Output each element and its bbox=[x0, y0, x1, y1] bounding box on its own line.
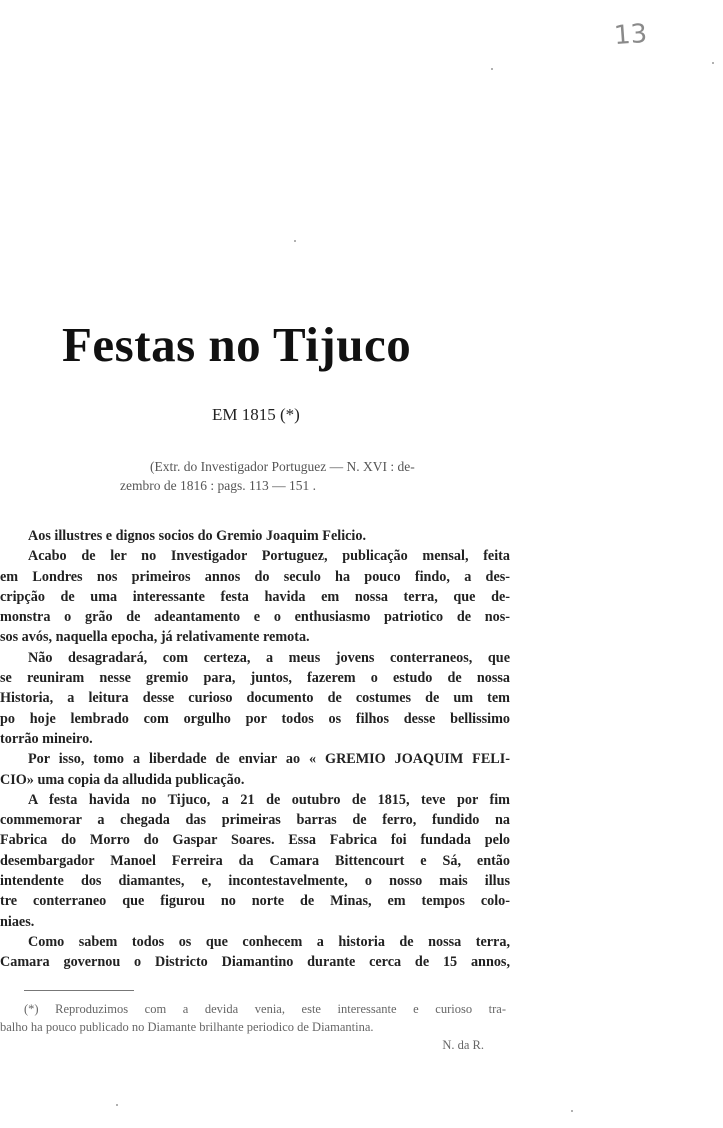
scan-speck bbox=[116, 1104, 118, 1106]
body-line: A festa havida no Tijuco, a 21 de outubro de 1815, teve por fim bbox=[28, 791, 510, 808]
body-line: Não desagradará, com certeza, a meus jovens conterraneos, que bbox=[28, 649, 510, 666]
body-line: Acabo de ler no Investigador Portuguez, publicação mensal, feita bbox=[28, 548, 510, 565]
paragraph-5 bbox=[0, 932, 510, 973]
body-line: intendente dos diamantes, e, incontestavelmente, o nosso mais illus bbox=[0, 873, 510, 890]
body-line: torrão mineiro. bbox=[0, 730, 93, 747]
body-line: monstra o grão de adeantamento e o enthusiasmo patriotico de nos- bbox=[0, 609, 510, 626]
body-line: Por isso, tomo a liberdade de enviar ao « GREMIO JOAQUIM FELI- bbox=[28, 751, 510, 768]
body-line: Como sabem todos os que conhecem a historia de nossa terra, bbox=[28, 933, 510, 950]
body-line: se reuniram nesse gremio para, juntos, fazerem o estudo de nossa bbox=[0, 670, 510, 687]
article-title: Festas no Tijuco bbox=[62, 317, 412, 372]
scan-speck bbox=[294, 240, 296, 242]
body-line: Fabrica do Morro do Gaspar Soares. Essa Fabrica foi fundada pelo bbox=[0, 832, 510, 849]
body-line: cripção de uma interessante festa havida em nossa terra, que de- bbox=[0, 588, 510, 605]
article-subtitle: EM 1815 (*) bbox=[212, 405, 300, 424]
scan-speck bbox=[571, 1110, 573, 1112]
paragraph-4 bbox=[0, 790, 510, 932]
body-line: tre conterraneo que figurou no norte de Minas, em tempos colo- bbox=[0, 893, 510, 910]
footnote-line: balho ha pouco publicado no Diamante brilhante periodico de Diamantina. bbox=[0, 1020, 374, 1034]
body-line: commemorar a chegada das primeiras barras de ferro, fundido na bbox=[0, 812, 510, 829]
body-line: po hoje lembrado com orgulho por todos os filhos desse bellissimo bbox=[0, 710, 510, 727]
page-number: 13 bbox=[612, 18, 649, 52]
body-line: em Londres nos primeiros annos do seculo ha pouco findo, a des- bbox=[0, 568, 510, 585]
footnote-line: (*) Reproduzimos com a devida venia, este interessante e curioso tra- bbox=[24, 1002, 506, 1016]
footnote-divider bbox=[24, 990, 134, 991]
dedication: Aos illustres e dignos socios do Gremio Joaquim Felicio. bbox=[28, 528, 367, 544]
footnote bbox=[0, 1000, 506, 1054]
paragraph-3 bbox=[0, 749, 510, 790]
body-line: sos avós, naquella epocha, já relativamente remota. bbox=[0, 629, 310, 646]
body-line: niaes. bbox=[0, 913, 35, 930]
extract-note-line: zembro de 1816 : pags. 113 — 151 . bbox=[120, 478, 316, 493]
scan-speck bbox=[491, 68, 493, 70]
extract-note-line: (Extr. do Investigador Portuguez — N. XVI : de- bbox=[150, 459, 415, 474]
body-line: desembargador Manoel Ferreira da Camara Bittencourt e Sá, então bbox=[0, 852, 510, 869]
body-line: Historia, a leitura desse curioso documento de costumes de um tem bbox=[0, 690, 510, 707]
article-body bbox=[0, 526, 510, 973]
body-line: Camara governou o Districto Diamantino durante cerca de 15 annos, bbox=[0, 954, 510, 971]
extract-note bbox=[120, 457, 510, 495]
paragraph-2 bbox=[0, 648, 510, 749]
footnote-signature: N. da R. bbox=[442, 1038, 484, 1052]
scan-speck bbox=[712, 62, 714, 64]
paragraph-1 bbox=[0, 546, 510, 647]
body-line: CIO» uma copia da alludida publicação. bbox=[0, 771, 245, 788]
